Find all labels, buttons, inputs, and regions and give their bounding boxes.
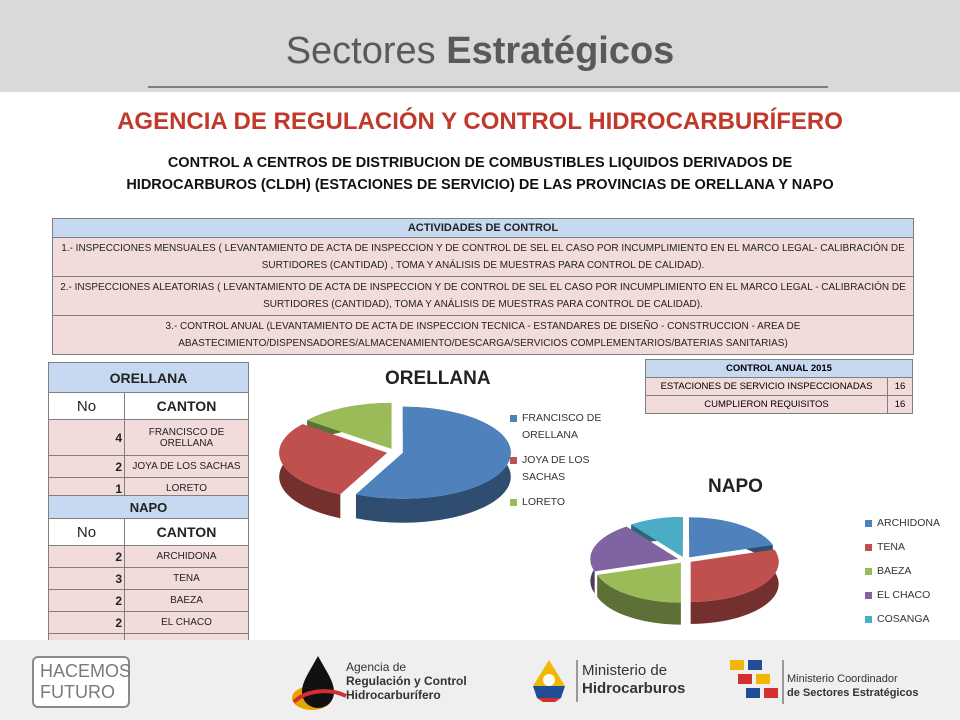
legend-swatch — [865, 616, 872, 623]
subtitle — [80, 152, 880, 196]
control-row-value: 16 — [888, 396, 913, 414]
col-canton-header: CANTON — [125, 519, 249, 546]
mcse-emblem-icon — [728, 656, 780, 708]
arch-logo — [290, 652, 350, 714]
control-row-label: ESTACIONES DE SERVICIO INSPECCIONADAS — [646, 378, 888, 396]
activity-row: 3.- CONTROL ANUAL (LEVANTAMIENTO DE ACTA DE INSPECCION TECNICA - ESTANDARES DE DISEÑO - CONSTRUCCION - AREA DE ABASTECIMIENTO/DISPENSADORES/ALMACENAMIENTO/DESCARGA/SERVICIOS COMPLEMENTARIOS/BATERIAS SANITARIAS) — [53, 316, 914, 355]
legend-label: JOYA DE LOS SACHAS — [522, 454, 590, 483]
orellana-row-no: 1 — [49, 478, 125, 500]
napo-row-canton: BAEZA — [125, 590, 249, 612]
col-no-header: No — [49, 519, 125, 546]
title-light: Sectores — [285, 30, 447, 72]
activities-table — [52, 218, 914, 355]
orellana-row-canton: FRANCISCO DE ORELLANA — [125, 420, 249, 456]
napo-row-canton: EL CHACO — [125, 612, 249, 634]
slide-title — [0, 30, 960, 73]
legend-swatch — [510, 499, 517, 506]
control-row-label: CUMPLIERON REQUISITOS — [646, 396, 888, 414]
title-divider — [148, 86, 828, 88]
napo-table-title: NAPO — [49, 496, 249, 519]
logo-divider — [576, 660, 578, 702]
orellana-legend — [510, 410, 620, 520]
min-line-2: Hidrocarburos — [582, 680, 686, 697]
activity-row: 2.- INSPECCIONES ALEATORIAS ( LEVANTAMIENTO DE ACTA DE INSPECCION Y DE CONTROL DE SEL EL CASO POR INCUMPLIMIENTO EN EL MARCO LEGAL - CALIBRACIÓN DE SURTIDORES (CANTIDAD), TOMA Y ANÁLISIS DE MUESTRAS PARA CONTROL DE CALIDAD). — [53, 277, 914, 316]
mcse-line-2: de Sectores Estratégicos — [787, 687, 919, 699]
napo-row-no: 3 — [49, 568, 125, 590]
control-table-title: CONTROL ANUAL 2015 — [646, 360, 913, 378]
napo-chart-title: NAPO — [708, 476, 763, 497]
napo-legend — [865, 515, 955, 630]
col-canton-header: CANTON — [125, 393, 249, 420]
napo-row-canton: TENA — [125, 568, 249, 590]
legend-label: LORETO — [522, 496, 565, 508]
min-line-1: Ministerio de — [582, 662, 668, 679]
orellana-row-canton: LORETO — [125, 478, 249, 500]
orellana-chart-title: ORELLANA — [385, 368, 491, 389]
legend-swatch — [865, 568, 872, 575]
legend-label: TENA — [877, 541, 906, 553]
orellana-table-title: ORELLANA — [49, 363, 249, 393]
legend-label: EL CHACO — [877, 589, 931, 601]
napo-row-no: 2 — [49, 590, 125, 612]
legend-swatch — [510, 457, 517, 464]
orellana-row-canton: JOYA DE LOS SACHAS — [125, 456, 249, 478]
legend-swatch — [865, 544, 872, 551]
arch-line-2: Regulación y Control — [346, 674, 467, 688]
legend-label: ARCHIDONA — [877, 517, 941, 529]
mcse-line-1: Ministerio Coordinador — [787, 673, 898, 685]
napo-row-no: 2 — [49, 612, 125, 634]
orellana-table — [48, 362, 249, 500]
legend-swatch — [865, 592, 872, 599]
orellana-row-no: 2 — [49, 456, 125, 478]
activities-header: ACTIVIDADES DE CONTROL — [53, 219, 914, 238]
arch-line-1: Agencia de — [346, 660, 407, 674]
logo-divider — [782, 660, 784, 704]
legend-swatch — [865, 520, 872, 527]
agency-heading: AGENCIA DE REGULACIÓN Y CONTROL HIDROCARBURÍFERO — [117, 108, 843, 135]
control-annual-table — [645, 359, 913, 414]
hacemos-futuro-logo — [32, 656, 130, 708]
mcse-logo — [728, 656, 780, 708]
orellana-pie-chart — [270, 400, 520, 530]
activity-row: 1.- INSPECCIONES MENSUALES ( LEVANTAMIENTO DE ACTA DE INSPECCION Y DE CONTROL DE SEL EL CASO POR INCUMPLIMIENTO EN EL MARCO LEGAL- CALIBRACIÓN DE SURTIDORES (CANTIDAD) , TOMA Y ANÁLISIS DE MUESTRAS PARA CONTROL DE CALIDAD). — [53, 238, 914, 277]
arch-logo-text — [346, 660, 467, 702]
ministry-emblem-icon — [525, 656, 573, 704]
subtitle-line-2: HIDROCARBUROS (CLDH) (ESTACIONES DE SERVICIO) DE LAS PROVINCIAS DE ORELLANA Y NAPO — [126, 177, 834, 193]
legend-label: FRANCISCO DE ORELLANA — [522, 412, 602, 441]
oil-drop-icon — [290, 652, 350, 714]
legend-label: COSANGA — [877, 613, 930, 625]
arch-line-3: Hidrocarburífero — [346, 688, 441, 702]
napo-row-canton: ARCHIDONA — [125, 546, 249, 568]
ministerio-hidrocarburos-logo — [525, 656, 573, 704]
hacemos-text: HACEMOS — [40, 661, 132, 681]
ministerio-hidrocarburos-text — [582, 662, 685, 698]
control-row-value: 16 — [888, 378, 913, 396]
legend-label: BAEZA — [877, 565, 912, 577]
futuro-text: FUTURO — [40, 682, 115, 702]
mcse-text — [787, 672, 918, 700]
napo-pie-chart — [585, 510, 795, 635]
napo-table — [48, 495, 249, 656]
subtitle-line-1: CONTROL A CENTROS DE DISTRIBUCION DE COMBUSTIBLES LIQUIDOS DERIVADOS DE — [167, 155, 793, 171]
napo-row-no: 2 — [49, 546, 125, 568]
title-bold: Estratégicos — [446, 30, 675, 72]
orellana-row-no: 4 — [49, 420, 125, 456]
col-no-header: No — [49, 393, 125, 420]
legend-swatch — [510, 415, 517, 422]
